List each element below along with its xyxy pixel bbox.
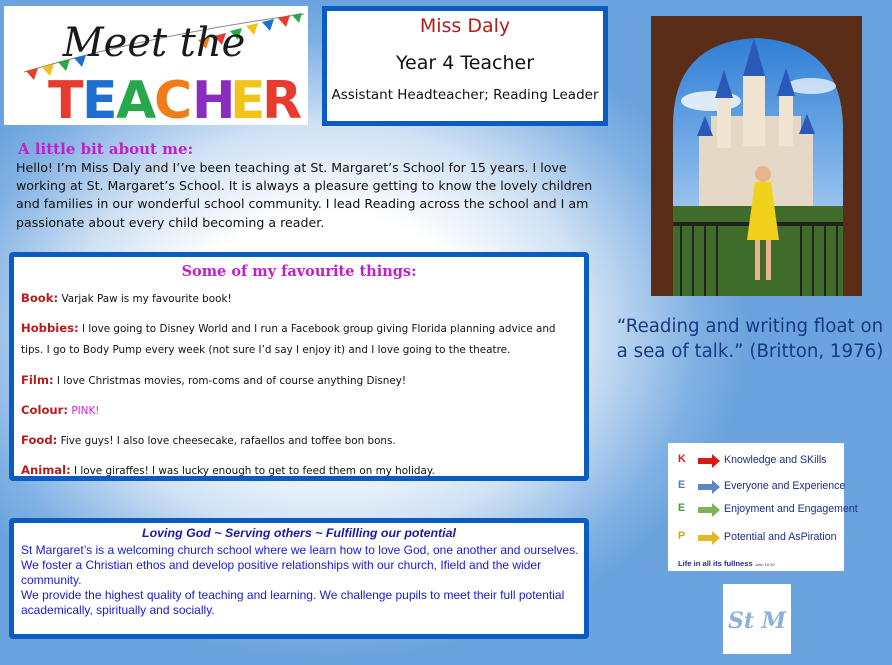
value-row-potential [678, 530, 837, 550]
favourite-colour [21, 400, 576, 422]
favourite-food [21, 430, 576, 452]
favourite-hobbies [21, 318, 576, 361]
value-row-knowledge [678, 453, 827, 473]
meet-the-teacher-logo [4, 6, 308, 125]
favourite-text: Varjak Paw is my favourite book! [61, 293, 232, 305]
logo-letter-r: R [262, 71, 303, 125]
arrow-right-icon [698, 503, 720, 517]
teacher-role: Year 4 Teacher [395, 52, 535, 74]
favourite-text: Five guys! I also love cheesecake, rafaellos and toffee bon bons. [60, 435, 396, 447]
teacher-subtitle: Assistant Headteacher; Reading Leader [331, 87, 599, 103]
arrow-right-icon [698, 531, 720, 545]
logo-letter-a: A [116, 71, 157, 125]
favourite-book [21, 288, 576, 310]
value-text: Everyone and Experience [724, 480, 846, 492]
logo-line1: Meet the [62, 20, 246, 66]
school-logo-text: St M [727, 608, 787, 634]
mission-box [9, 518, 589, 639]
logo-letter-e2: E [230, 71, 266, 125]
teacher-photo [651, 16, 862, 296]
value-letter: P [678, 530, 686, 542]
logo-letter-c: C [154, 71, 193, 125]
quote-text: “Reading and writing float on a sea of talk.” (Britton, 1976) [616, 316, 884, 362]
value-text: Potential and AsPiration [724, 531, 837, 543]
favourite-film [21, 370, 576, 392]
logo-letter-e: E [82, 71, 118, 125]
favourite-animal [21, 460, 576, 482]
mission-heading: Loving God ~ Serving others ~ Fulfilling our potential [142, 526, 456, 540]
value-letter: E [678, 479, 686, 491]
arrow-right-icon [698, 480, 720, 494]
favourite-text: I love going to Disney World and I run a Facebook group giving Florida planning advice and tips. I go to Body Pump every week (not sure I’d say I enjoy it) and I love going to the theatre. [21, 323, 556, 356]
value-letter: E [678, 502, 686, 514]
teacher-name-box [322, 6, 608, 126]
logo-letter-h: H [192, 71, 236, 125]
mission-text [21, 543, 581, 618]
value-letter: K [678, 453, 686, 465]
favourite-label: Film: [21, 373, 54, 387]
mission-line: We provide the highest quality of teaching and learning. We challenge pupils to meet their full potential academically, spiritually and socially. [21, 587, 565, 617]
logo-letter-t: T [48, 71, 84, 125]
value-text: Enjoyment and Engagement [724, 503, 858, 515]
favourite-label: Book: [21, 291, 59, 305]
favourites-heading: Some of my favourite things: [181, 263, 417, 280]
about-text: Hello! I’m Miss Daly and I’ve been teaching at St. Margaret’s School for 15 years. I love working at St. Margaret’s School. It is always a pleasure getting to know the lovely children and families in our wonderful school community. I lead Reading across the school and I am passionate about every child becoming a reader. [16, 160, 593, 230]
values-footer [678, 559, 775, 568]
mission-line: We foster a Christian ethos and develop positive relationships with our church, Ifield and the wider community. [21, 557, 542, 587]
school-logo [723, 584, 791, 654]
values-footer-ref: John 10:10 [754, 562, 775, 567]
favourite-text: I love giraffes! I was lucky enough to get to feed them on my holiday. [74, 465, 435, 477]
value-row-everyone [678, 479, 846, 499]
favourites-box [9, 252, 589, 481]
favourite-text: I love Christmas movies, rom-coms and of course anything Disney! [56, 375, 407, 387]
school-values-box [668, 443, 858, 571]
about-heading: A little bit about me: [18, 140, 194, 158]
favourite-label: Hobbies: [21, 321, 79, 335]
favourite-label: Food: [21, 433, 58, 447]
arrow-right-icon [698, 454, 720, 468]
value-row-enjoyment [678, 502, 858, 522]
favourite-label: Animal: [21, 463, 71, 477]
favourite-label: Colour: [21, 403, 69, 417]
favourite-text: PINK! [71, 405, 100, 417]
teacher-name: Miss Daly [419, 15, 511, 37]
value-text: Knowledge and SKills [724, 454, 827, 466]
mission-line: St Margaret’s is a welcoming church school where we learn how to love God, one another and ourselves. [21, 543, 579, 557]
values-footer-text: Life in all its fullness [678, 559, 753, 568]
